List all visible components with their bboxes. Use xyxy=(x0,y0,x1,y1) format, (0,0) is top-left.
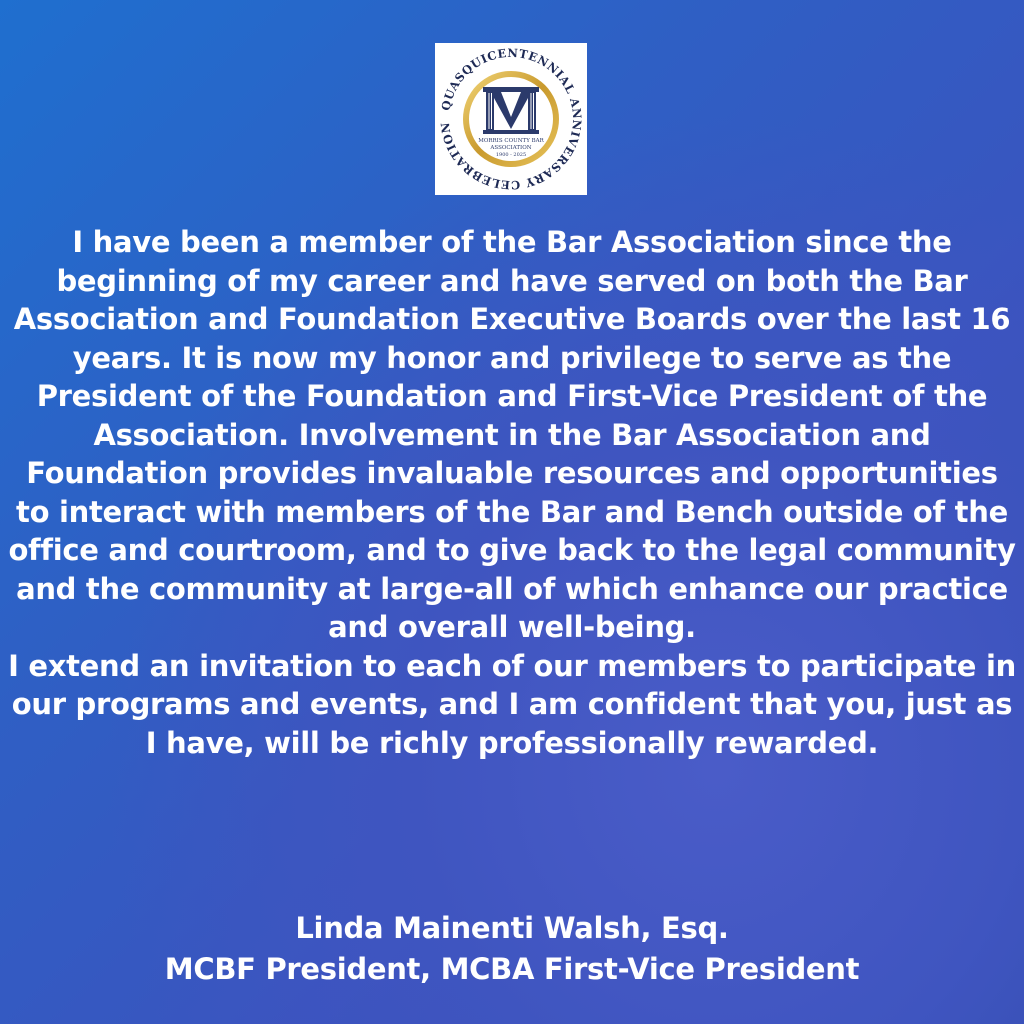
signature-title: MCBF President, MCBA First-Vice President xyxy=(164,952,860,986)
seal-org-line1: MORRIS COUNTY BAR xyxy=(478,138,544,144)
signature-block xyxy=(0,908,1024,990)
seal-org-line2: ASSOCIATION xyxy=(490,145,532,151)
seal-years: 1900 - 2025 xyxy=(495,152,527,158)
president-message xyxy=(8,223,1016,762)
message-paragraph-1: I have been a member of the Bar Association since the beginning of my career and have served on both the Bar Association and Foundation Executive Boards over the last 16 years. It is now my honor and privilege to serve as the President of the Foundation and First-Vice President of the Association. Involvement in the Bar Association and Foundation provides invaluable resources and opportunities to interact with members of the Bar and Bench outside of the office and courtroom, and to give back to the legal community and the community at large-all of which enhance our practice and overall well-being. xyxy=(8,225,1016,644)
logo xyxy=(435,43,587,195)
seal-ring-text: QUASQUICENTENNIAL ANNIVERSARY CELEBRATION xyxy=(437,45,585,193)
signature-name: Linda Mainenti Walsh, Esq. xyxy=(295,911,729,945)
bar-association-anniversary-seal-icon xyxy=(435,43,587,195)
message-paragraph-2: I extend an invitation to each of our members to participate in our programs and events, and I am confident that you, just as I have, will be richly professionally rewarded. xyxy=(8,648,1016,760)
